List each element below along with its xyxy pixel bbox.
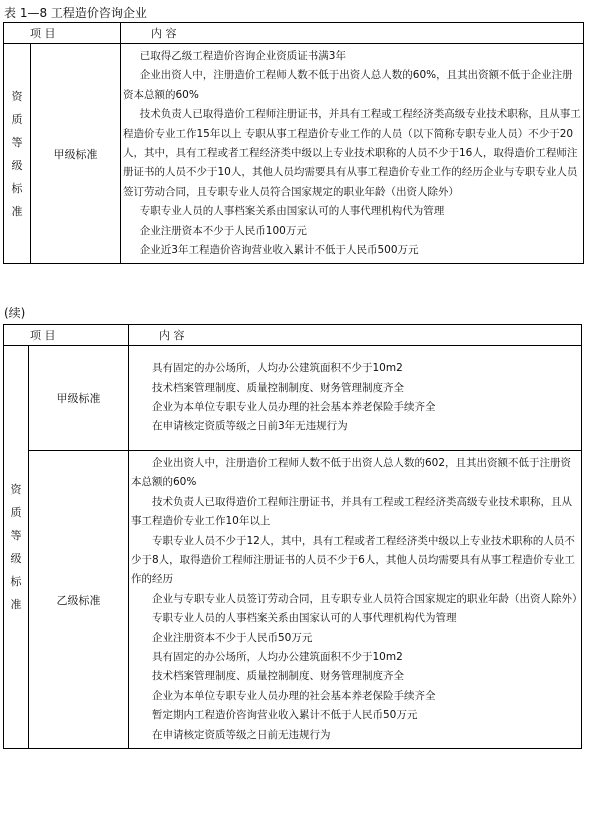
- content-line: 在申请核定资质等级之日前无违规行为: [152, 728, 331, 741]
- content-line: 企业出资人中，注册造价工程师人数不低于出资人总人数的602，且其出资额不低于注册资本总额的60%: [131, 457, 572, 489]
- content-line: 具有固定的办公场所，人均办公建筑面积不少于10m2: [152, 362, 403, 375]
- qualification-label: 资 质 等 级 标 准: [4, 346, 29, 749]
- content-line: 企业注册资本不少于人民币50万元: [152, 631, 313, 644]
- content-line: 企业近3年工程造价咨询营业收入累计不低于人民币500万元: [139, 244, 419, 257]
- header-content: 内 容: [121, 23, 584, 44]
- grade-content: [129, 346, 582, 451]
- content-line: 企业为本单位专职专业人员办理的社会基本养老保险手续齐全: [152, 689, 436, 702]
- content-line: 已取得乙级工程造价咨询企业资质证书满3年: [139, 50, 346, 62]
- table-header-row: [4, 325, 582, 346]
- header-content: 内 容: [129, 325, 582, 346]
- content-line: 技术负责人已取得造价工程师注册证书，并具有工程或工程经济类高级专业技术职称，且从事工程造价专业工作15年以上 专职从事工程造价专业工作的人员（以下简称专职专业人员）不少于20人，其中，具有工程或者工程经济类中级以上专业技术职称的人员不少于16人，取得造价工程师注册证书的人员不少于10人，其他人员均需要具有从事工程造价专业工作的经历企业与专职专业人员签订劳动合同，且专职专业人员符合国家规定的职业年龄（出资人除外）: [123, 108, 581, 198]
- table-row: [4, 451, 582, 749]
- qualification-label: 资 质 等 级 标 准: [4, 44, 31, 264]
- grade-label: 甲级标准: [31, 44, 121, 264]
- table-caption: 表 1—8 工程造价咨询企业: [4, 6, 147, 20]
- content-line: 企业出资人中，注册造价工程师人数不低于出资人总人数的60%，且其出资额不低于企业注册资本总额的60%: [123, 69, 573, 101]
- header-item: 项 目: [4, 325, 129, 346]
- header-item: 项 目: [4, 23, 121, 44]
- grade-label: 乙级标准: [29, 451, 129, 749]
- content-line: 暂定期内工程造价咨询营业收入累计不低于人民币50万元: [152, 709, 418, 722]
- table-header-row: [4, 23, 584, 44]
- table-row: [4, 44, 584, 264]
- content-line: 在申请核定资质等级之日前3年无违规行为: [152, 420, 348, 433]
- table-part-1: [3, 22, 584, 264]
- content-line: 技术负责人已取得造价工程师注册证书，并具有工程或工程经济类高级专业技术职称，且从事工程造价专业工作10年以上: [131, 495, 572, 528]
- content-line: 企业注册资本不少于人民币100万元: [139, 224, 307, 237]
- table-row: [4, 346, 582, 451]
- grade-content: [121, 44, 584, 264]
- content-line: 企业与专职专业人员签订劳动合同，且专职专业人员符合国家规定的职业年龄（出资人除外）: [152, 592, 583, 605]
- grade-label: 甲级标准: [29, 346, 129, 451]
- content-line: 技术档案管理制度、质量控制制度、财务管理制度齐全: [152, 381, 404, 394]
- content-line: 专职专业人员的人事档案关系由国家认可的人事代理机构代为管理: [139, 205, 445, 218]
- table-part-2: [3, 324, 582, 749]
- content-line: 具有固定的办公场所，人均办公建筑面积不少于10m2: [152, 651, 403, 664]
- content-line: 技术档案管理制度、质量控制制度、财务管理制度齐全: [152, 670, 404, 683]
- continued-label: (续): [4, 306, 26, 320]
- content-line: 企业为本单位专职专业人员办理的社会基本养老保险手续齐全: [152, 401, 436, 413]
- grade-content: [129, 451, 582, 749]
- content-line: 专职专业人员的人事档案关系由国家认可的人事代理机构代为管理: [152, 612, 457, 625]
- content-line: 专职专业人员不少于12人，其中，具有工程或者工程经济类中级以上专业技术职称的人员不少于8人，取得造价工程师注册证书的人员不少于6人，其他人员均需要具有从事工程造价专业工作的经历: [131, 534, 575, 586]
